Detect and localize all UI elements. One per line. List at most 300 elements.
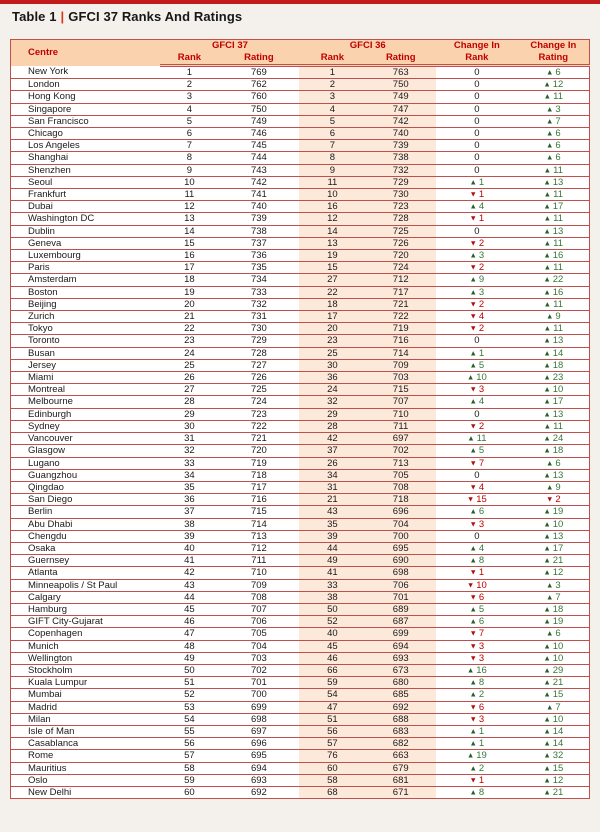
change-in-rating-cell xyxy=(518,445,590,457)
change-value: 4 xyxy=(478,542,485,554)
centre-cell: Amsterdam xyxy=(11,274,161,286)
triangle-up-icon: ▲ xyxy=(545,628,554,638)
change-in-rating-cell xyxy=(518,603,590,615)
gfci37-rank-cell: 2 xyxy=(160,79,218,91)
table-row xyxy=(11,469,590,481)
gfci37-rank-cell: 23 xyxy=(160,335,218,347)
change-in-rating-cell xyxy=(518,237,590,249)
gfci36-rank-cell: 15 xyxy=(299,262,365,274)
gfci37-rank-cell: 10 xyxy=(160,176,218,188)
change-in-rank-cell xyxy=(436,518,518,530)
gfci36-rating-cell: 724 xyxy=(365,262,436,274)
triangle-down-icon: ▼ xyxy=(469,238,477,248)
gfci36-rating-cell: 704 xyxy=(365,518,436,530)
change-value: 32 xyxy=(552,750,564,762)
change-value: 1 xyxy=(478,725,485,737)
gfci36-rank-cell: 52 xyxy=(299,616,365,628)
table-row xyxy=(11,494,590,506)
gfci36-rank-cell: 68 xyxy=(299,786,365,798)
change-value: 23 xyxy=(552,372,564,384)
gfci37-rating-cell: 734 xyxy=(218,274,299,286)
change-value: 5 xyxy=(478,603,485,615)
gfci36-rating-cell: 725 xyxy=(365,225,436,237)
gfci36-rank-cell: 56 xyxy=(299,725,365,737)
gfci36-rank-cell: 7 xyxy=(299,140,365,152)
change-in-rank-cell xyxy=(436,164,518,176)
gfci36-rating-cell: 750 xyxy=(365,79,436,91)
gfci36-rating-cell: 732 xyxy=(365,164,436,176)
change-in-rating-cell xyxy=(518,384,590,396)
gfci37-rating-cell: 714 xyxy=(218,518,299,530)
gfci37-rating-cell: 733 xyxy=(218,286,299,298)
gfci37-rank-cell: 13 xyxy=(160,213,218,225)
triangle-up-icon: ▲ xyxy=(469,360,477,370)
table-row xyxy=(11,347,590,359)
gfci-ranks-table-container xyxy=(10,39,590,799)
gfci37-rank-cell: 28 xyxy=(160,396,218,408)
centre-cell: San Francisco xyxy=(11,115,161,127)
triangle-up-icon: ▲ xyxy=(543,775,551,785)
gfci36-rank-cell: 58 xyxy=(299,774,365,786)
triangle-down-icon: ▼ xyxy=(469,384,477,394)
change-value: 2 xyxy=(478,762,485,774)
change-in-rating-cell xyxy=(518,567,590,579)
table-row xyxy=(11,396,590,408)
gfci36-rating-cell: 749 xyxy=(365,91,436,103)
triangle-up-icon: ▲ xyxy=(543,287,551,297)
change-in-rank-cell xyxy=(436,457,518,469)
table-row xyxy=(11,384,590,396)
triangle-up-icon: ▲ xyxy=(466,372,475,382)
change-value: 6 xyxy=(555,457,561,469)
change-value: 16 xyxy=(552,250,564,262)
change-value: 3 xyxy=(555,579,561,591)
change-in-rank-cell xyxy=(436,128,518,140)
gfci37-rank-cell: 24 xyxy=(160,347,218,359)
change-in-rating-cell xyxy=(518,518,590,530)
gfci37-rank-cell: 52 xyxy=(160,689,218,701)
triangle-up-icon: ▲ xyxy=(543,567,551,577)
change-value: 1 xyxy=(478,189,485,201)
change-in-rating-cell xyxy=(518,201,590,213)
change-in-rating-cell xyxy=(518,677,590,689)
gfci37-rating-cell: 720 xyxy=(218,445,299,457)
triangle-up-icon: ▲ xyxy=(545,140,554,150)
change-value: 6 xyxy=(478,591,485,603)
triangle-up-icon: ▲ xyxy=(543,641,551,651)
change-in-rank-cell xyxy=(436,701,518,713)
change-value: 3 xyxy=(478,713,485,725)
gfci37-rating-cell: 760 xyxy=(218,91,299,103)
gfci37-rating-cell: 743 xyxy=(218,164,299,176)
gfci37-rank-cell: 19 xyxy=(160,286,218,298)
gfci36-rating-cell: 701 xyxy=(365,591,436,603)
gfci37-rank-cell: 11 xyxy=(160,189,218,201)
change-value: 9 xyxy=(555,481,561,493)
change-value: 18 xyxy=(552,603,564,615)
change-in-rating-cell xyxy=(518,542,590,554)
change-in-rank-cell xyxy=(436,384,518,396)
column-header-gfci37-rank: Rank xyxy=(160,52,218,66)
gfci36-rating-cell: 697 xyxy=(365,433,436,445)
change-in-rating-cell xyxy=(518,189,590,201)
gfci36-rank-cell: 8 xyxy=(299,152,365,164)
change-in-rating-cell xyxy=(518,701,590,713)
triangle-up-icon: ▲ xyxy=(543,470,551,480)
gfci37-rank-cell: 54 xyxy=(160,713,218,725)
change-in-rank-cell xyxy=(436,738,518,750)
gfci37-rating-cell: 744 xyxy=(218,152,299,164)
gfci37-rank-cell: 26 xyxy=(160,372,218,384)
gfci36-rating-cell: 699 xyxy=(365,628,436,640)
centre-cell: Toronto xyxy=(11,335,161,347)
gfci36-rank-cell: 30 xyxy=(299,359,365,371)
change-value: 2 xyxy=(478,420,485,432)
centre-cell: Munich xyxy=(11,640,161,652)
triangle-up-icon: ▲ xyxy=(543,274,551,284)
gfci37-rating-cell: 735 xyxy=(218,262,299,274)
change-value: 0 xyxy=(474,79,480,91)
title-main: GFCI 37 Ranks And Ratings xyxy=(68,9,243,24)
column-group-gfci37: GFCI 37 xyxy=(160,40,299,53)
gfci37-rating-cell: 702 xyxy=(218,664,299,676)
change-in-rank-cell xyxy=(436,66,518,79)
table-row xyxy=(11,237,590,249)
centre-cell: Abu Dhabi xyxy=(11,518,161,530)
change-value: 8 xyxy=(478,677,485,689)
table-row xyxy=(11,140,590,152)
gfci37-rating-cell: 732 xyxy=(218,298,299,310)
triangle-up-icon: ▲ xyxy=(469,506,477,516)
change-in-rating-cell xyxy=(518,396,590,408)
gfci36-rating-cell: 681 xyxy=(365,774,436,786)
triangle-down-icon: ▼ xyxy=(469,299,477,309)
change-value: 8 xyxy=(478,786,485,798)
change-value: 2 xyxy=(478,262,485,274)
triangle-up-icon: ▲ xyxy=(469,738,477,748)
centre-cell: Lugano xyxy=(11,457,161,469)
change-value: 0 xyxy=(474,225,480,237)
gfci37-rank-cell: 56 xyxy=(160,738,218,750)
column-header-centre: Centre xyxy=(11,40,161,66)
table-row xyxy=(11,298,590,310)
triangle-up-icon: ▲ xyxy=(469,726,477,736)
gfci36-rank-cell: 47 xyxy=(299,701,365,713)
gfci37-rating-cell: 741 xyxy=(218,189,299,201)
gfci36-rating-cell: 663 xyxy=(365,750,436,762)
change-in-rank-cell xyxy=(436,713,518,725)
centre-cell: Melbourne xyxy=(11,396,161,408)
gfci36-rank-cell: 21 xyxy=(299,494,365,506)
gfci36-rating-cell: 709 xyxy=(365,359,436,371)
table-row xyxy=(11,579,590,591)
gfci36-rank-cell: 19 xyxy=(299,250,365,262)
gfci37-rating-cell: 706 xyxy=(218,616,299,628)
change-value: 11 xyxy=(476,433,487,445)
change-value: 6 xyxy=(555,128,561,140)
change-in-rating-cell xyxy=(518,530,590,542)
triangle-down-icon: ▼ xyxy=(469,714,477,724)
triangle-down-icon: ▼ xyxy=(469,592,477,602)
gfci36-rank-cell: 14 xyxy=(299,225,365,237)
gfci37-rank-cell: 58 xyxy=(160,762,218,774)
column-header-change-in-rating-line1: Change In xyxy=(518,40,590,53)
change-value: 11 xyxy=(553,298,563,310)
table-row xyxy=(11,152,590,164)
gfci37-rank-cell: 21 xyxy=(160,311,218,323)
triangle-up-icon: ▲ xyxy=(545,67,554,77)
gfci37-rank-cell: 41 xyxy=(160,555,218,567)
triangle-up-icon: ▲ xyxy=(469,677,477,687)
table-row xyxy=(11,274,590,286)
gfci36-rank-cell: 10 xyxy=(299,189,365,201)
centre-cell: Los Angeles xyxy=(11,140,161,152)
gfci36-rating-cell: 718 xyxy=(365,494,436,506)
gfci36-rank-cell: 35 xyxy=(299,518,365,530)
centre-cell: Shenzhen xyxy=(11,164,161,176)
gfci37-rating-cell: 716 xyxy=(218,494,299,506)
gfci36-rank-cell: 20 xyxy=(299,323,365,335)
change-in-rank-cell xyxy=(436,725,518,737)
gfci37-rating-cell: 722 xyxy=(218,420,299,432)
table-row xyxy=(11,311,590,323)
change-value: 0 xyxy=(474,140,480,152)
centre-cell: Kuala Lumpur xyxy=(11,677,161,689)
gfci36-rank-cell: 5 xyxy=(299,115,365,127)
table-row xyxy=(11,164,590,176)
change-value: 1 xyxy=(478,738,485,750)
triangle-up-icon: ▲ xyxy=(543,616,551,626)
centre-cell: Berlin xyxy=(11,506,161,518)
gfci36-rank-cell: 57 xyxy=(299,738,365,750)
gfci36-rank-cell: 59 xyxy=(299,677,365,689)
triangle-up-icon: ▲ xyxy=(543,555,551,565)
gfci37-rank-cell: 59 xyxy=(160,774,218,786)
change-value: 13 xyxy=(552,530,564,542)
change-in-rating-cell xyxy=(518,79,590,91)
gfci37-rating-cell: 710 xyxy=(218,567,299,579)
triangle-up-icon: ▲ xyxy=(543,421,552,431)
gfci36-rating-cell: 763 xyxy=(365,66,436,79)
change-in-rank-cell xyxy=(436,335,518,347)
table-row xyxy=(11,79,590,91)
change-in-rating-cell xyxy=(518,262,590,274)
table-row xyxy=(11,115,590,127)
gfci37-rating-cell: 719 xyxy=(218,457,299,469)
table-header xyxy=(11,40,590,66)
change-in-rank-cell xyxy=(436,250,518,262)
centre-cell: Beijing xyxy=(11,298,161,310)
gfci36-rating-cell: 739 xyxy=(365,140,436,152)
gfci37-rank-cell: 44 xyxy=(160,591,218,603)
table-row xyxy=(11,591,590,603)
change-in-rank-cell xyxy=(436,616,518,628)
triangle-down-icon: ▼ xyxy=(466,494,475,504)
change-in-rank-cell xyxy=(436,420,518,432)
change-value: 6 xyxy=(555,628,561,640)
triangle-up-icon: ▲ xyxy=(545,311,554,321)
change-value: 3 xyxy=(478,640,485,652)
gfci37-rating-cell: 727 xyxy=(218,359,299,371)
change-value: 6 xyxy=(478,616,485,628)
centre-cell: Hong Kong xyxy=(11,91,161,103)
gfci36-rank-cell: 39 xyxy=(299,530,365,542)
gfci37-rank-cell: 37 xyxy=(160,506,218,518)
gfci37-rank-cell: 7 xyxy=(160,140,218,152)
gfci36-rank-cell: 51 xyxy=(299,713,365,725)
triangle-up-icon: ▲ xyxy=(543,226,551,236)
gfci36-rank-cell: 22 xyxy=(299,286,365,298)
change-in-rank-cell xyxy=(436,311,518,323)
centre-cell: New York xyxy=(11,66,161,79)
change-value: 18 xyxy=(552,445,564,457)
gfci36-rating-cell: 711 xyxy=(365,420,436,432)
change-value: 17 xyxy=(552,201,564,213)
change-value: 21 xyxy=(552,677,564,689)
table-row xyxy=(11,128,590,140)
table-row xyxy=(11,555,590,567)
change-in-rating-cell xyxy=(518,725,590,737)
triangle-up-icon: ▲ xyxy=(543,677,551,687)
gfci37-rank-cell: 8 xyxy=(160,152,218,164)
change-in-rank-cell xyxy=(436,274,518,286)
triangle-down-icon: ▼ xyxy=(469,519,477,529)
gfci37-rating-cell: 739 xyxy=(218,213,299,225)
table-row xyxy=(11,567,590,579)
change-in-rank-cell xyxy=(436,347,518,359)
change-in-rating-cell xyxy=(518,628,590,640)
change-value: 2 xyxy=(478,323,485,335)
centre-cell: Qingdao xyxy=(11,481,161,493)
triangle-up-icon: ▲ xyxy=(543,79,551,89)
table-row xyxy=(11,542,590,554)
change-in-rank-cell xyxy=(436,225,518,237)
table-row xyxy=(11,628,590,640)
gfci36-rank-cell: 49 xyxy=(299,555,365,567)
change-value: 19 xyxy=(476,750,487,762)
gfci36-rank-cell: 46 xyxy=(299,652,365,664)
change-in-rating-cell xyxy=(518,579,590,591)
change-in-rank-cell xyxy=(436,115,518,127)
triangle-up-icon: ▲ xyxy=(469,445,477,455)
triangle-up-icon: ▲ xyxy=(543,531,551,541)
change-in-rating-cell xyxy=(518,494,590,506)
table-row xyxy=(11,518,590,530)
change-in-rank-cell xyxy=(436,494,518,506)
gfci36-rating-cell: 708 xyxy=(365,481,436,493)
gfci36-rank-cell: 13 xyxy=(299,237,365,249)
gfci36-rating-cell: 742 xyxy=(365,115,436,127)
triangle-up-icon: ▲ xyxy=(543,543,551,553)
centre-cell: Osaka xyxy=(11,542,161,554)
change-in-rank-cell xyxy=(436,91,518,103)
triangle-up-icon: ▲ xyxy=(543,91,552,101)
gfci37-rating-cell: 737 xyxy=(218,237,299,249)
gfci37-rank-cell: 6 xyxy=(160,128,218,140)
gfci36-rating-cell: 703 xyxy=(365,372,436,384)
gfci36-rank-cell: 76 xyxy=(299,750,365,762)
change-value: 11 xyxy=(553,323,563,335)
change-in-rating-cell xyxy=(518,738,590,750)
triangle-up-icon: ▲ xyxy=(543,506,551,516)
change-in-rank-cell xyxy=(436,689,518,701)
change-in-rating-cell xyxy=(518,689,590,701)
change-value: 16 xyxy=(552,286,564,298)
centre-cell: Hamburg xyxy=(11,603,161,615)
gfci37-rank-cell: 30 xyxy=(160,420,218,432)
change-value: 24 xyxy=(552,433,564,445)
table-row xyxy=(11,689,590,701)
gfci36-rank-cell: 25 xyxy=(299,347,365,359)
change-in-rank-cell xyxy=(436,103,518,115)
gfci36-rating-cell: 723 xyxy=(365,201,436,213)
triangle-up-icon: ▲ xyxy=(469,689,477,699)
triangle-up-icon: ▲ xyxy=(543,763,551,773)
table-row xyxy=(11,677,590,689)
change-value: 0 xyxy=(474,469,480,481)
gfci37-rank-cell: 45 xyxy=(160,603,218,615)
centre-cell: Busan xyxy=(11,347,161,359)
table-row xyxy=(11,323,590,335)
gfci36-rank-cell: 6 xyxy=(299,128,365,140)
gfci37-rating-cell: 745 xyxy=(218,140,299,152)
gfci36-rating-cell: 680 xyxy=(365,677,436,689)
column-header-gfci36-rating: Rating xyxy=(365,52,436,66)
change-value: 17 xyxy=(552,542,564,554)
triangle-up-icon: ▲ xyxy=(545,482,554,492)
centre-cell: Casablanca xyxy=(11,738,161,750)
change-value: 3 xyxy=(478,518,485,530)
change-in-rating-cell xyxy=(518,323,590,335)
gfci37-rating-cell: 697 xyxy=(218,725,299,737)
gfci37-rating-cell: 721 xyxy=(218,433,299,445)
change-value: 11 xyxy=(553,164,563,176)
gfci37-rating-cell: 740 xyxy=(218,201,299,213)
change-value: 6 xyxy=(478,506,485,518)
change-value: 14 xyxy=(552,347,564,359)
change-value: 15 xyxy=(552,762,564,774)
gfci37-rating-cell: 730 xyxy=(218,323,299,335)
table-row xyxy=(11,506,590,518)
gfci36-rank-cell: 50 xyxy=(299,603,365,615)
change-in-rating-cell xyxy=(518,140,590,152)
change-value: 10 xyxy=(552,384,564,396)
change-in-rating-cell xyxy=(518,128,590,140)
gfci36-rank-cell: 9 xyxy=(299,164,365,176)
change-value: 11 xyxy=(553,262,563,274)
table-row xyxy=(11,713,590,725)
triangle-up-icon: ▲ xyxy=(543,445,551,455)
change-value: 2 xyxy=(478,237,485,249)
column-header-change-in-rating-line2: Rating xyxy=(518,52,590,66)
gfci37-rating-cell: 729 xyxy=(218,335,299,347)
gfci37-rank-cell: 33 xyxy=(160,457,218,469)
change-in-rank-cell xyxy=(436,298,518,310)
gfci37-rating-cell: 701 xyxy=(218,677,299,689)
gfci36-rank-cell: 3 xyxy=(299,91,365,103)
gfci36-rank-cell: 18 xyxy=(299,298,365,310)
change-in-rating-cell xyxy=(518,152,590,164)
gfci37-rating-cell: 715 xyxy=(218,506,299,518)
triangle-up-icon: ▲ xyxy=(543,262,552,272)
change-in-rating-cell xyxy=(518,164,590,176)
gfci37-rating-cell: 694 xyxy=(218,762,299,774)
gfci36-rating-cell: 682 xyxy=(365,738,436,750)
change-value: 6 xyxy=(555,152,561,164)
table-row xyxy=(11,66,590,79)
change-value: 0 xyxy=(474,530,480,542)
gfci37-rank-cell: 51 xyxy=(160,677,218,689)
